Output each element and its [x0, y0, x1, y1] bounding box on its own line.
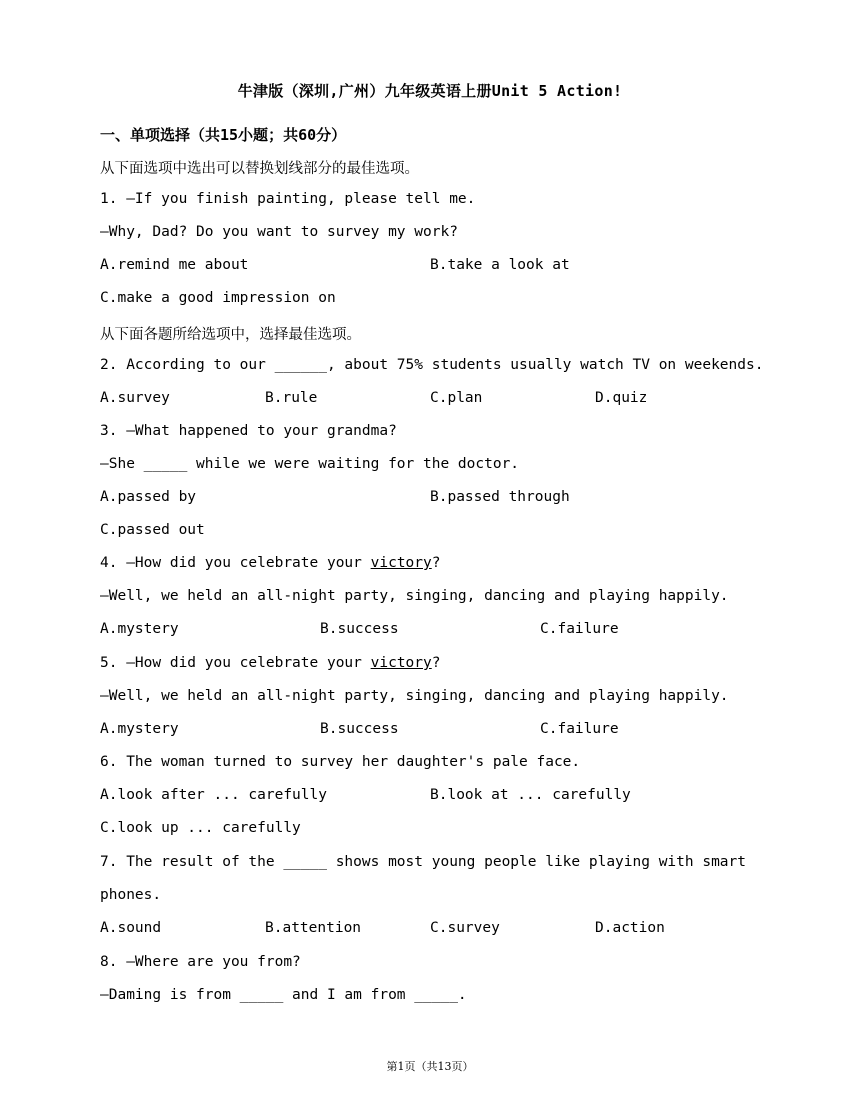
q7-option-c: C.survey [430, 920, 500, 936]
stem-text: 5. —How did you celebrate your [100, 655, 371, 671]
underlined-word: victory [370, 655, 432, 671]
q7-option-d: D.action [595, 920, 665, 936]
q7-option-b: B.attention [265, 920, 362, 936]
instruction-text: 从下面选项中选出可以替换划线部分的最佳选项。 [100, 161, 419, 177]
q2-option-b: B.rule [265, 390, 318, 406]
q2-option-c: C.plan [430, 390, 483, 406]
question-1-dialogue: —Why, Dad? Do you want to survey my work? [100, 224, 458, 240]
question-4-dialogue: —Well, we held an all-night party, singing, dancing and playing happily. [100, 588, 729, 604]
q4-option-c: C.failure [540, 621, 619, 637]
question-7-stem-cont: phones. [100, 887, 162, 903]
question-3-stem: 3. —What happened to your grandma? [100, 423, 397, 439]
question-8-dialogue: —Daming is from _____ and I am from _____. [100, 987, 467, 1003]
q5-option-c: C.failure [540, 721, 619, 737]
q4-option-b: B.success [320, 621, 399, 637]
question-2-stem: 2. According to our ______, about 75% students usually watch TV on weekends. [100, 357, 764, 373]
question-4-stem [100, 555, 440, 571]
question-1-stem: 1. —If you finish painting, please tell me. [100, 191, 476, 207]
q1-option-a: A.remind me about [100, 257, 249, 273]
document-title: 牛津版（深圳,广州）九年级英语上册Unit 5 Action! [237, 82, 623, 100]
q4-option-a: A.mystery [100, 621, 179, 637]
stem-text: ? [431, 555, 441, 571]
question-5-stem [100, 655, 440, 671]
stem-text: 4. —How did you celebrate your [100, 555, 371, 571]
q2-option-a: A.survey [100, 390, 170, 406]
q5-option-a: A.mystery [100, 721, 179, 737]
stem-text: ? [431, 655, 441, 671]
q6-option-a: A.look after ... carefully [100, 787, 327, 803]
page-footer: 第1页（共13页） [386, 1060, 474, 1073]
question-7-stem: 7. The result of the _____ shows most young people like playing with smart [100, 854, 747, 870]
q5-option-b: B.success [320, 721, 399, 737]
q7-option-a: A.sound [100, 920, 162, 936]
question-8-stem: 8. —Where are you from? [100, 954, 301, 970]
q3-option-a: A.passed by [100, 489, 197, 505]
section-heading: 一、单项选择（共15小题；共60分） [100, 126, 347, 144]
q1-option-c: C.make a good impression on [100, 290, 336, 306]
q2-option-d: D.quiz [595, 390, 648, 406]
question-3-dialogue: —She _____ while we were waiting for the doctor. [100, 456, 520, 472]
question-6-stem: 6. The woman turned to survey her daughter's pale face. [100, 754, 581, 770]
q6-option-c: C.look up ... carefully [100, 820, 301, 836]
q1-option-b: B.take a look at [430, 257, 570, 273]
q3-option-c: C.passed out [100, 522, 205, 538]
underlined-word: victory [370, 555, 432, 571]
instruction-text: 从下面各题所给选项中，选择最佳选项。 [100, 327, 361, 343]
q3-option-b: B.passed through [430, 489, 570, 505]
q6-option-b: B.look at ... carefully [430, 787, 631, 803]
question-5-dialogue: —Well, we held an all-night party, singing, dancing and playing happily. [100, 688, 729, 704]
